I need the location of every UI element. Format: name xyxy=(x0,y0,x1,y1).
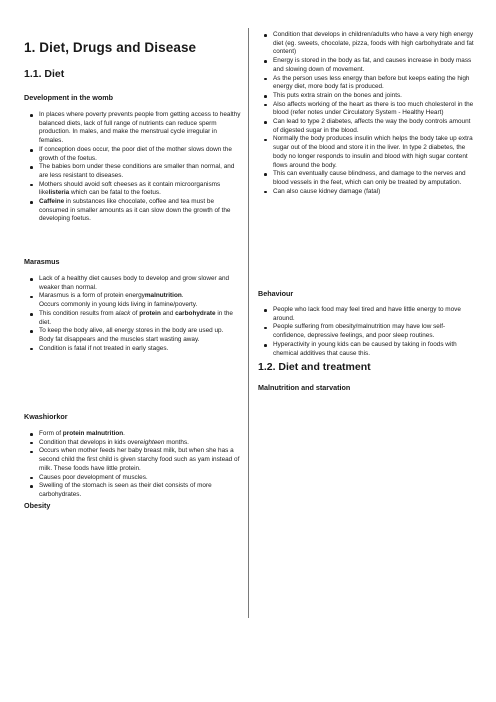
section-heading-diet: 1.1. Diet xyxy=(24,68,65,80)
subheading-womb: Development in the womb xyxy=(24,93,114,102)
section-heading-treatment: 1.2. Diet and treatment xyxy=(258,361,371,373)
list-item: Lack of a healthy diet causes body to develop and grow slower and weaker than normal. xyxy=(39,275,242,292)
list-item: Causes poor development of muscles. xyxy=(39,474,242,483)
page-title: 1. Diet, Drugs and Disease xyxy=(24,40,197,55)
kwashiorkor-list xyxy=(24,430,242,500)
list-item: If conception does occur, the poor diet of the mother slows down the growth of the foetus. xyxy=(39,146,242,163)
list-item: People suffering from obesity/malnutrition may have low self-confidence, depressive feelings, and poor sleep routines. xyxy=(273,323,476,340)
column-divider xyxy=(248,28,249,618)
list-item: Caffeine in substances like chocolate, coffee and tea must be consumed in smaller amounts as it can slow down the growth of the developing foetus. xyxy=(39,198,242,224)
list-item: In places where poverty prevents people from getting access to healthy balanced diets, lack of full range of nutrients can reduce sperm production. In males, and make the menstrual cycle irregular in females. xyxy=(39,111,241,145)
behaviour-list xyxy=(258,306,476,358)
list-item: Occurs when mother feeds her baby breast milk, but when she has a second child the first child is given starchy food such as yam instead of milk. These foods have little protein. xyxy=(39,447,242,473)
list-item: This puts extra strain on the bones and joints. xyxy=(273,92,476,101)
list-item: Condition that develops in children/adults who have a very high energy diet (eg. sweets, chocolate, pizza, foods with high carbohydrate and fat content) xyxy=(273,31,476,57)
subheading-marasmus: Marasmus xyxy=(24,257,60,266)
list-item: Also affects working of the heart as there is too much cholesterol in the blood (refer notes under Circulatory System - Healthy Heart) xyxy=(273,101,476,118)
list-item: Occurs commonly in young kids living in famine/poverty. xyxy=(39,301,242,310)
list-item: Condition that develops in kids overeighteen months. xyxy=(39,439,242,448)
subheading-malnutrition: Malnutrition and starvation xyxy=(258,383,351,392)
list-item: Can also cause kidney damage (fatal) xyxy=(273,188,476,197)
list-item: Mothers should avoid soft cheeses as it contain microorganisms likelisteria which can be fatal to the foetus. xyxy=(39,181,242,198)
list-item: Normally the body produces insulin which helps the body take up extra sugar out of the blood and store it in the liver. In type 2 diabetes, the body no longer responds to insulin and blood with high sugar content flows around the body. xyxy=(273,135,476,170)
list-item: Form of protein malnutrition. xyxy=(39,430,242,439)
list-item: The babies born under these conditions are smaller than normal, and are less resistant to diseases. xyxy=(39,163,242,180)
list-item: This can eventually cause blindness, and damage to the nerves and blood vessels in the feet, which can only be treated by amputation. xyxy=(273,170,476,187)
list-item: To keep the body alive, all energy stores in the body are used up. xyxy=(39,327,242,336)
list-item: Hyperactivity in young kids can be caused by taking in foods with chemical additives that cause this. xyxy=(273,341,476,358)
subheading-behaviour: Behaviour xyxy=(258,289,294,298)
list-item: Condition is fatal if not treated in early stages. xyxy=(39,345,242,354)
list-item: This condition results from alack of protein and carbohydrate in the diet. xyxy=(39,310,242,327)
obesity-list xyxy=(258,31,476,196)
list-item: Can lead to type 2 diabetes, affects the way the body controls amount of digested sugar in the blood. xyxy=(273,118,476,135)
list-item: As the person uses less energy than before but keeps eating the high energy diet, more body fat is produced. xyxy=(273,75,476,92)
list-item: Body fat disappears and the muscles start wasting away. xyxy=(39,336,242,345)
marasmus-list xyxy=(24,275,242,353)
subheading-kwashiorkor: Kwashiorkor xyxy=(24,412,68,421)
subheading-obesity: Obesity xyxy=(24,501,51,510)
womb-list xyxy=(24,111,242,224)
list-item: Marasmus is a form of protein energymalnutrition. xyxy=(39,292,242,301)
list-item: Energy is stored in the body as fat, and causes increase in body mass and slowing down of movement. xyxy=(273,57,476,74)
list-item: Swelling of the stomach is seen as their diet consists of more carbohydrates. xyxy=(39,482,242,499)
list-item: People who lack food may feel tired and have little energy to move around. xyxy=(273,306,476,323)
